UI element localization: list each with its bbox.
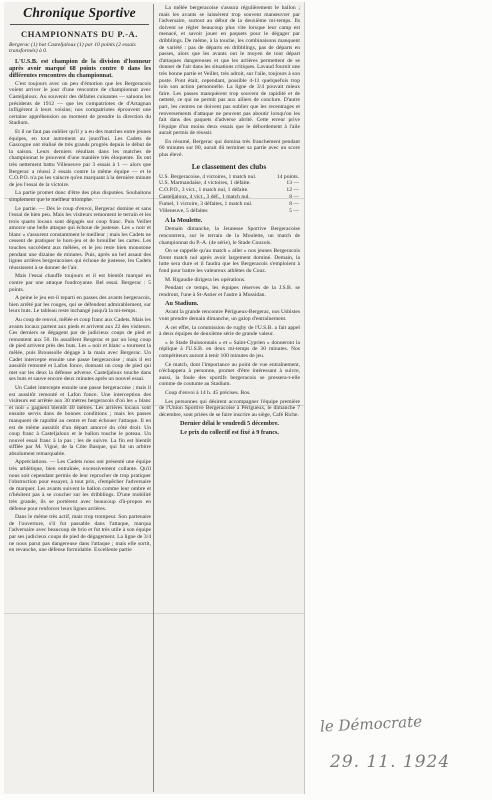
classement-team: Fumel, 1 victoire, 3 défaites, 1 match nul. <box>159 200 253 207</box>
article-paragraph: Mais l'essai chauffe toujours et il est bientôt marqué en contre par une attaque foudroyante. Bel essai. Bergerac : 5 points. <box>9 273 151 293</box>
article-paragraph: Le partie. — Dès le coup d'envoi, Bergerac domine et sans l'essai de bien peu. Mais les visiteurs remontent le terrain et les trois quarts locaux sont dégagés sur coup franc. Puis Veillet amorce une belle attaque qui échoue de justesse. Les « noir et blanc » s'assurent constamment le meilleur ; mais les Cadets ne cessent de pratiquer le hors-jeu et de brouiller les cartes. Les touches succèdent aux mêlées, et le jeu reste bien monotone pendant une dizaine de minutes. Puis, après un bel assaut des lignes arrières bergeracoises qui échoue de justesse, les Cadets réussissent à se donner de l'air. <box>9 205 151 271</box>
newspaper-clipping <box>4 2 305 794</box>
stadium-paragraph: Coup d'envoi à 14 h. 45 précises. Bos. <box>165 389 251 396</box>
article-paragraph: La partie promet donc d'être des plus disputées. Souhaitons simplement que le meilleur triomphe. <box>9 190 151 203</box>
article-paragraph: C'est toujours avec un peu d'émotion que les Bergeracois voient arriver le jour d'une rencontre de championnat avec Casteljaloux. Au souvenir des défaites cuisantes — saluons les présidents de 1912 — que les compatriotes de d'Artagnan infligèrent à leurs voisins; nos compatriotes éprouvent une certaine appréhension au moment de prendre la direction du Stadium. <box>9 80 151 127</box>
classement-row <box>159 174 299 181</box>
trip-deadline: Dernier délai le vendredi 5 décembre. <box>180 420 279 428</box>
classement-table <box>159 174 299 215</box>
classement-team: U.S. Bergeracoise, 4 victoires, 1 match nul. <box>159 173 257 180</box>
right-column <box>156 2 302 794</box>
handwritten-date: 29. 11. 1924 <box>330 752 451 772</box>
moulette-paragraph: Pendant ce temps, les équipes réserves de la J.S.B. se rendront, l'une à St-Astier et l'autre à Mussidan. <box>159 285 300 298</box>
classement-points: 12 — <box>286 187 299 194</box>
stadium-paragraph: « le Stade Buissonnais » et « Saint-Cyprien » donneront la réplique à l'U.S.B. en deux mi-temps de 30 minutes. Nos compétiteurs auront à tenir 100 minutes de jeu. <box>159 339 300 359</box>
classement-row <box>159 187 299 194</box>
stadium-heading: Au Stadium. <box>165 300 199 308</box>
moulette-heading: A la Moulette. <box>165 217 203 225</box>
classement-row <box>159 180 299 187</box>
article-paragraph: Et il ne faut pas oublier qu'il y a eu des matches entre jeunes équipes, en tout autrement au jourd'hui. Les Cadets de Gascogne ont réalisé de très grands progrès depuis le début de la saison. Leurs derniers résultats dans les matches de championnat le prouvent d'une manière très éloquente. Ils ont très nettement battu Villeneuve par 3 essais à 1 — alors que Bergerac a réussi 2 essais contre la même équipe — et le C.O.P.O. n'a pu les vaincre qu'en marquant à la dernière minute de jeu l'essai de la victoire. <box>9 128 151 188</box>
classement-team: Villeneuve, 5 défaites <box>159 207 208 214</box>
classement-row <box>159 201 299 208</box>
trip-price: Le prix du collectif est fixé à 9 francs. <box>180 429 279 437</box>
article-paragraph: A peine le jeu est-il reparti en passes des avants bergeracois, bien arrêté par les rouges, qui se défendent admirablement, sur leurs buts. Le tableau reste inchangé jusqu'à la mi-temps. <box>9 295 151 315</box>
title-rule <box>10 24 149 25</box>
moulette-paragraph: On se rappelle qu'au match « aller » nos jeunes Bergeracois firent match nul après avoir largement dominé. Demain, la lutte sera dure et il faudra que les Bergeracois s'emploient à fond pour battre les valeureux athlètes du Couz. <box>159 248 300 274</box>
moulette-paragraph: Demain dimanche, la Jeunesse Sportive Bergeracoise rencontrera, sur le terrain de la Moulette, un match de championnat du P.-A. (4e série), le Stade Couzois. <box>159 226 300 246</box>
chronique-title: Chronique Sportive <box>23 5 136 20</box>
column-rule <box>153 4 154 792</box>
stadium-paragraph: A cet effet, la commission de rugby de l'U.S.B. a fait appel à deux équipes de deuxième série de grande valeur. <box>159 324 300 338</box>
lede-paragraph: L'U.S.B. est champion de la division d'honneur après avoir marqué 68 points contre 0 dans les différentes rencontres du championnat. <box>9 57 151 79</box>
article-paragraph: La mêlée bergeracoise s'assura régulièrement le ballon ; mais les avants se laissèrent trop souvent manœuvrer par l'adversaire, surtout au début de la deuxième mi-temps. Ils doivent se régler beaucoup plus vite lorsque leur camp est menacé, et savoir jouer en paquets pour le dégager par dribblings. De même, à la touche, les combinaisons manquent de variété : pas de départs en dribblings, pas de départs en passes, alors que les avants ont le moyen de tout départ d'attaques dangereuses et que les arrières permettent de se donner de l'air dans les situations critiques. Lavaud fournit une très bonne partie et Veillet, très adroit, sur l'aile, toujours à son poste. Pont était, cependant, possible 4-11 quelquefois trop loin son action personnelle. La ligne de 3/4 pouvait mieux faire. Les passes manquèrent trop souvent de rapidité et de netteté, ce qui ne permit pas aux ailiers de conclure. D'autre part, les centres ne doivent pas oublier que les recentrages et renversements d'attaque ne peuvent pas aboutir lorsqu'on les fait dans des paquets d'adverse abrité. Cette erreur prive l'équipe d'un moins deux essais que le débordement à l'aile aurait permis de réussir. <box>159 5 300 137</box>
classement-team: C.O.P.O., 3 vict., 1 match nul, 1 défaite. <box>159 187 249 194</box>
classement-team: Casteljaloux, 4 vict., 3 déf., 1 match nul. <box>159 194 250 201</box>
classement-heading: Le classement des clubs <box>191 161 267 171</box>
article-paragraph: Au coup de renvoi, mêlée et coup franc aux Cadets. Mais les avants locaux partent aux pieds et arrivent aux 22 des visiteurs. Ces derniers se dégagent par de judicieux coups de pied et remontent aux 50. Ils assaillent Bergerac et par un long coup de pied arrivent près des buts. Les « noir et blanc » tournent la mêlée, puis Broussolle dégage à la main avec Bergerac. Un Cadet intercepte ensuite une passe bergeracoise ; mais il est aussitôt remonté et Lafon fonce, donnant un coup de pied qui met sur les deux la défense adverse. Casteljaloux touche dans ses buts et sauve encore deux minutes après un nouvel essai. <box>9 317 151 383</box>
classement-points: 14 points. <box>276 173 299 180</box>
article-paragraph: Un Cadet intercepte ensuite une passe bergeracoise ; mais il est aussitôt remonté et Lafon fonce. Une interception des visiteurs est arrêtée aux 30 mètres bergeracois d'où les « blanc et noir » gagnent bientôt 40 mètres. Les arrières locaux sont ensuite servis dans de bonnes conditions ; mais les passes manquent de rapidité au centre et font échouer l'attaque. Il en est de même aussitôt d'un départ amorcé du côté droit. Un coup franc à Casteljaloux et le ballon touche le poteau. Un nouvel essai franc à la pas ; les de suivre. La fin est bientôt sifflée par M. Vigné, de la Côte Basque, qui fut un arbitre absolument remarquable. <box>9 384 151 457</box>
classement-points: 5 — <box>289 207 299 214</box>
championship-heading: CHAMPIONNATS DU P.-A. <box>21 29 138 39</box>
stadium-paragraph: Avant la grande rencontre Périgueux-Bergerac, nos Usbistes vont prendre demain dimanche, un galop d'entraînement. <box>159 309 300 322</box>
left-column <box>6 2 153 794</box>
classement-points: 13 — <box>286 180 299 187</box>
classement-row <box>159 194 299 201</box>
trip-paragraph: Les personnes qui désirent accompagner l'équipe première de l'Union Sportive Bergeracoise à Périgueux, le dimanche 7 décembre, sont priées de se faire inscrire au siège, Café Riche. <box>159 398 300 418</box>
article-paragraph: Dans le même très actif, mais trop trompeur. Son partenaire de l'ouverture, s'il fut passable dans l'attaque, marqua l'adversaire avec beaucoup de brio et fut très utile à son équipe par ses judicieux coups de pied de dégagement. La ligne de 3/4 ne nous parut pas dangereuse dans l'attaque ; mais elle sortit, en revanche, une défense formidable. Excellente partie <box>9 514 151 554</box>
classement-team: U.S. Marmandaise, 4 victoires, 1 défaite. <box>159 180 251 187</box>
article-paragraph: En résumé, Bergerac qui domina très franchement pendant 60 minutes sur 80, aurait dû terminer sa partie avec un score plus élevé. <box>159 138 300 159</box>
classement-points: 8 — <box>289 194 299 201</box>
moulette-paragraph: M. Rigaudie dirigera les opérations. <box>165 276 246 283</box>
classement-row <box>159 208 299 215</box>
handwritten-source: le Démocrate <box>319 712 423 736</box>
classement-points: 8 — <box>289 200 299 207</box>
score-line: Bergerac (1) bat Casteljaloux (1) par 10 points (2 essais transformés) à 0. <box>9 42 136 55</box>
stadium-paragraph: Ce match, dont l'importance au point de vue entraînement, n'échappera à personne, promet d'être intéressant à suivre, aussi, la foule des sportifs bergeracois se pressera-t-elle comme de coutume au Stadium. <box>159 361 300 388</box>
article-paragraph: Appréciations. — Les Cadets nous ont présenté une équipe très athlétique, bien entraînée, excessivement collante. Qu'il nous soit cependant permis de leur reprocher de trop pratiquer l'obstruction pour essayer, à tout prix, d'empêcher l'adversaire de marquer. Les avants suivent le ballon comme leur ombre et n'hésitent pas à se coucher sur les dribblings. D'une mobilité très grande, ils se portèrent avec beaucoup d'à-propos en défense pour renforcer leurs lignes arrières. <box>9 459 151 512</box>
